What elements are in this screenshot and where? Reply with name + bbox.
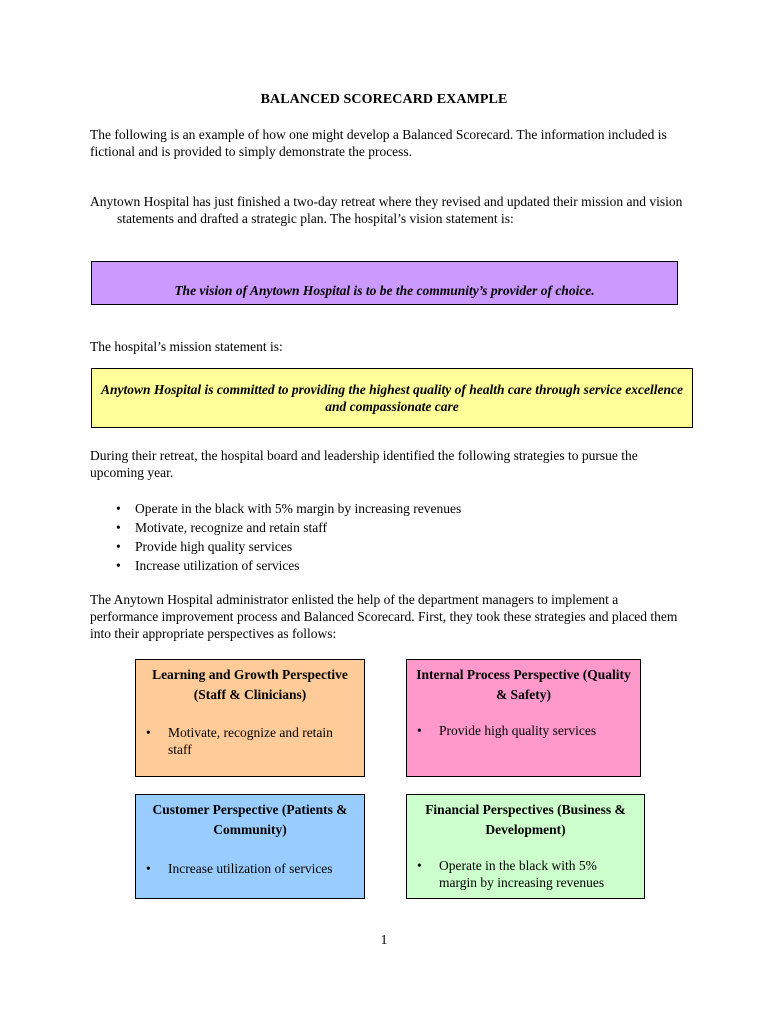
perspective-heading: Internal Process Perspective (Quality & Safety): [416, 667, 631, 702]
list-item: [90, 500, 690, 519]
list-item: [90, 538, 690, 557]
perspective-heading: Learning and Growth Perspective (Staff & Clinicians): [152, 667, 348, 702]
strategy-text: Motivate, recognize and retain staff: [135, 520, 328, 535]
perspective-item-text: Motivate, recognize and retain staff: [168, 725, 333, 757]
bullet-icon: •: [116, 520, 121, 535]
bullet-icon: •: [116, 558, 121, 573]
perspective-box-learning-growth: [135, 659, 365, 777]
perspective-box-financial: [406, 794, 645, 899]
mission-statement: Anytown Hospital is committed to providing the highest quality of health care through service excellence and compassionate care: [101, 382, 683, 414]
strategies-list: [90, 500, 690, 576]
perspective-item: [407, 722, 640, 739]
list-item: [90, 519, 690, 538]
perspective-item: [407, 857, 644, 891]
strategy-text: Increase utilization of services: [135, 558, 300, 573]
strategies-intro: During their retreat, the hospital board and leadership identified the following strategies to pursue the upcoming year.: [90, 448, 638, 480]
document-title: BALANCED SCORECARD EXAMPLE: [260, 92, 508, 107]
vision-statement: The vision of Anytown Hospital is to be the community’s provider of choice.: [174, 282, 595, 298]
perspective-item-text: Provide high quality services: [439, 723, 597, 738]
perspective-heading: Financial Perspectives (Business & Development): [425, 802, 626, 837]
list-item: [90, 557, 690, 576]
page-number: 1: [380, 932, 388, 947]
perspective-item: [136, 724, 364, 758]
perspective-heading: Customer Perspective (Patients & Community): [152, 802, 348, 837]
perspective-item: [136, 860, 364, 877]
bullet-icon: •: [417, 858, 422, 873]
strategy-text: Operate in the black with 5% margin by increasing revenues: [135, 501, 462, 516]
bullet-icon: •: [417, 723, 422, 738]
bullet-icon: •: [116, 501, 121, 516]
mission-statement-box: [91, 368, 693, 428]
mission-intro: The hospital’s mission statement is:: [90, 339, 283, 354]
bullet-icon: •: [116, 539, 121, 554]
intro-paragraph: The following is an example of how one might develop a Balanced Scorecard. The information included is fictional and is provided to simply demonstrate the process.: [90, 127, 667, 159]
perspective-item-text: Increase utilization of services: [168, 861, 333, 876]
retreat-paragraph: Anytown Hospital has just finished a two-day retreat where they revised and updated their mission and vision statements and drafted a strategic plan. The hospital’s vision statement is:: [90, 194, 683, 226]
strategy-text: Provide high quality services: [135, 539, 293, 554]
bullet-icon: •: [146, 861, 151, 876]
perspective-box-internal-process: [406, 659, 641, 777]
administrator-paragraph: The Anytown Hospital administrator enlisted the help of the department managers to implement a performance improvement process and Balanced Scorecard. First, they took these strategies and placed them into their appropriate perspectives as follows:: [90, 592, 678, 641]
perspective-box-customer: [135, 794, 365, 899]
vision-statement-box: [91, 261, 678, 305]
bullet-icon: •: [146, 725, 151, 740]
perspective-item-text: Operate in the black with 5% margin by increasing revenues: [439, 858, 605, 890]
